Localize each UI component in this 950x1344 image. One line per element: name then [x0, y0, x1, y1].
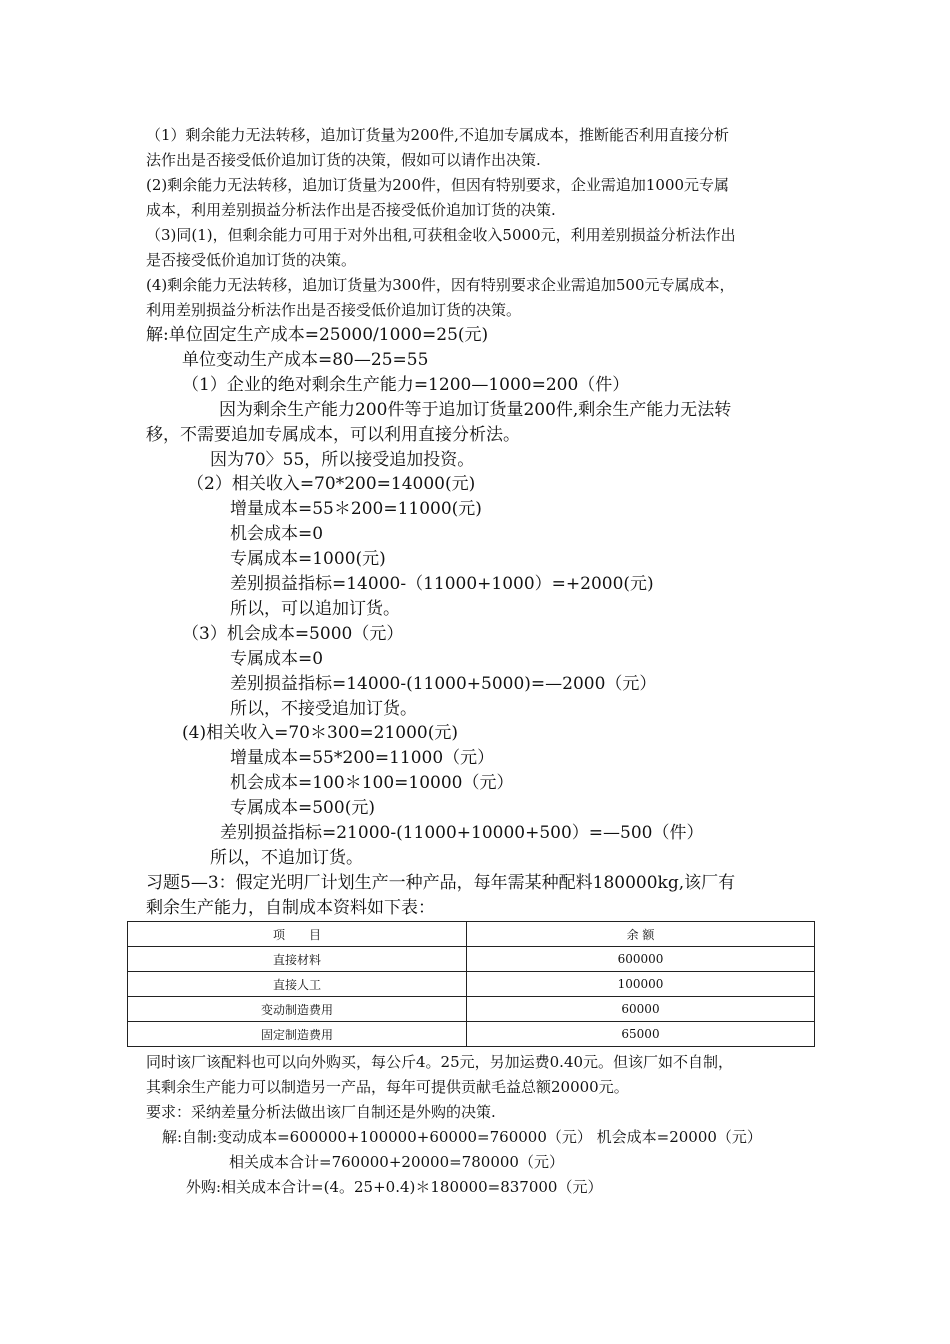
after-line-4: 解:自制:变动成本=600000+100000+60000=760000（元） 机会成本=20000（元） [162, 1128, 762, 1146]
solution-line-5: 移，不需要追加专属成本，可以利用直接分析法。 [146, 425, 520, 445]
table-cell-amount: 600000 [467, 947, 815, 972]
after-line-3: 要求：采纳差量分析法做出该厂自制还是外购的决策. [146, 1103, 496, 1121]
solution-line-15: 差别损益指标=14000-(11000+5000)=—2000（元） [230, 674, 657, 694]
after-line-1: 同时该厂该配料也可以向外购买，每公斤4。25元，另加运费0.40元。但该厂如不自制， [146, 1053, 734, 1071]
after-line-2: 其剩余生产能力可以制造另一产品，每年可提供贡献毛益总额20000元。 [146, 1078, 629, 1096]
exercise-heading: 习题5—3：假定光明厂计划生产一种产品，每年需某种配料180000kg,该厂有 [146, 873, 736, 893]
question-line-5: （3)同(1)，但剩余能力可用于对外出租,可获租金收入5000元，利用差别损益分析法作出 [146, 226, 736, 244]
table-header-item: 项 目 [128, 922, 467, 947]
solution-line-14: 专属成本=0 [230, 649, 324, 669]
solution-line-8: 增量成本=55＊200=11000(元) [230, 499, 482, 519]
table-row [128, 972, 815, 997]
table-cell-amount: 60000 [467, 997, 815, 1022]
table-row [128, 1022, 815, 1047]
table-cell-item: 直接人工 [128, 972, 467, 997]
solution-line-11: 差别损益指标=14000-（11000+1000）=+2000(元) [230, 574, 654, 594]
solution-line-2: 单位变动生产成本=80—25=55 [182, 350, 429, 370]
solution-line-20: 专属成本=500(元) [230, 798, 375, 818]
solution-line-3: （1）企业的绝对剩余生产能力=1200—1000=200（件） [182, 375, 630, 395]
solution-line-22: 所以，不追加订货。 [210, 848, 363, 868]
table-cell-amount: 65000 [467, 1022, 815, 1047]
solution-line-6: 因为70〉55，所以接受追加投资。 [210, 450, 475, 470]
table-row [128, 947, 815, 972]
question-line-4: 成本，利用差别损益分析法作出是否接受低价追加订货的决策. [146, 201, 556, 219]
solution-line-21: 差别损益指标=21000-(11000+10000+500）=—500（件） [220, 823, 704, 843]
question-line-7: (4)剩余能力无法转移，追加订货量为300件，因有特别要求企业需追加500元专属成本， [146, 276, 735, 294]
question-line-8: 利用差别损益分析法作出是否接受低价追加订货的决策。 [146, 301, 522, 319]
solution-line-4: 因为剩余生产能力200件等于追加订货量200件,剩余生产能力无法转 [219, 400, 732, 420]
question-line-3: (2)剩余能力无法转移，追加订货量为200件，但因有特别要求，企业需追加1000元专属 [146, 176, 730, 194]
after-line-6: 外购:相关成本合计=(4。25+0.4)＊180000=837000（元） [186, 1178, 603, 1196]
table-cell-item: 变动制造费用 [128, 997, 467, 1022]
solution-line-12: 所以，可以追加订货。 [230, 599, 400, 619]
question-line-2: 法作出是否接受低价追加订货的决策，假如可以请作出决策. [146, 151, 541, 169]
solution-line-19: 机会成本=100＊100=10000（元） [230, 773, 514, 793]
solution-line-17: (4)相关收入=70＊300=21000(元) [182, 723, 458, 743]
exercise-intro: 剩余生产能力，自制成本资料如下表： [146, 898, 435, 918]
table-header-row [128, 922, 815, 947]
table-cell-item: 直接材料 [128, 947, 467, 972]
table-header-amount: 余 额 [467, 922, 815, 947]
question-line-6: 是否接受低价追加订货的决策。 [146, 251, 357, 269]
table-cell-item: 固定制造费用 [128, 1022, 467, 1047]
solution-line-1: 解:单位固定生产成本=25000/1000=25(元) [146, 325, 489, 345]
solution-line-18: 增量成本=55*200=11000（元） [230, 748, 495, 768]
after-line-5: 相关成本合计=760000+20000=780000（元） [229, 1153, 564, 1171]
solution-line-7: （2）相关收入=70*200=14000(元) [187, 474, 476, 494]
table-cell-amount: 100000 [467, 972, 815, 997]
solution-line-16: 所以，不接受追加订货。 [230, 699, 417, 719]
solution-line-13: （3）机会成本=5000（元） [182, 624, 404, 644]
table-row [128, 997, 815, 1022]
question-line-1: （1）剩余能力无法转移，追加订货量为200件,不追加专属成本，推断能否利用直接分析 [146, 126, 729, 144]
solution-line-9: 机会成本=0 [230, 524, 324, 544]
cost-table [127, 921, 815, 1047]
solution-line-10: 专属成本=1000(元) [230, 549, 386, 569]
